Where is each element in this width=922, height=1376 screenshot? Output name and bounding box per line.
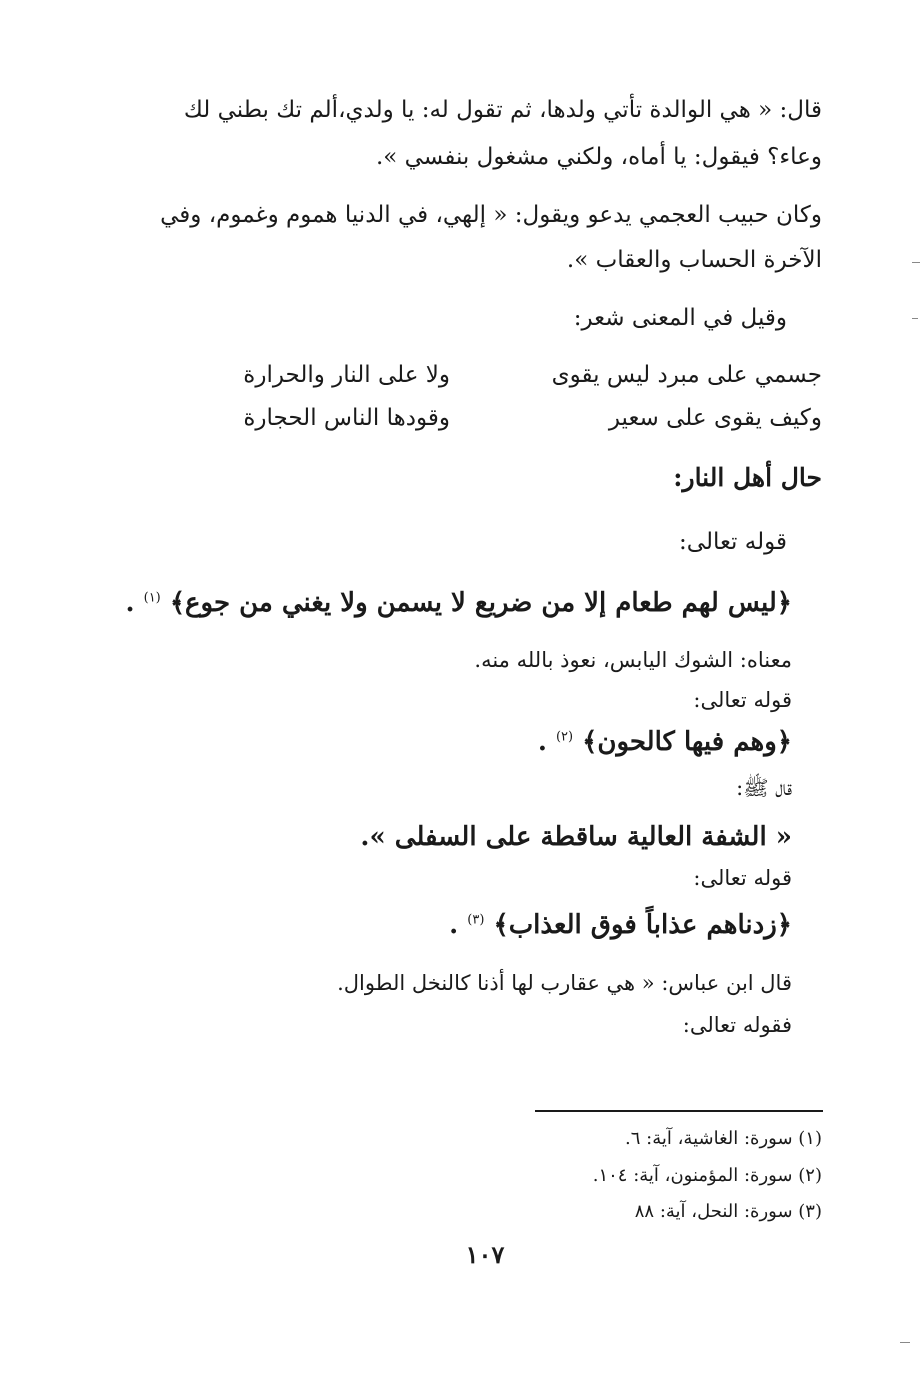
period: . xyxy=(125,588,135,618)
prophet-said: قال ﷺ: xyxy=(736,776,792,800)
footnote-number: (٣) xyxy=(798,1201,822,1222)
verse-intro: قوله تعالى: xyxy=(693,866,792,890)
scan-mark xyxy=(900,1342,910,1343)
footnote xyxy=(593,1165,822,1186)
paragraph-line: وكان حبيب العجمي يدعو ويقول: « إلهي، في الدنيا هموم وغموم، وفي xyxy=(160,202,822,228)
verse-intro: قوله تعالى: xyxy=(693,688,792,712)
verse-text: ﴿وهم فيها كالحون﴾ xyxy=(582,727,792,757)
quran-verse xyxy=(449,910,792,940)
footnote-text: سورة: المؤمنون، آية: ١٠٤. xyxy=(592,1165,793,1186)
ibn-abbas-quote: قال ابن عباس: « هي عقارب لها أذنا كالنخل الطوال. xyxy=(337,971,792,995)
footnote-ref: (٢) xyxy=(555,729,574,745)
footnote-number: (١) xyxy=(798,1128,822,1149)
footnote xyxy=(625,1128,822,1149)
footnote-text: سورة: الغاشية، آية: ٦. xyxy=(625,1128,793,1149)
page-number: ١٠٧ xyxy=(465,1240,505,1269)
scan-mark xyxy=(912,318,918,319)
section-heading: حال أهل النار: xyxy=(673,463,822,492)
footnote-ref: (١) xyxy=(143,590,161,606)
period: . xyxy=(449,910,459,940)
verse-intro: قوله تعالى: xyxy=(679,529,787,555)
footnote-divider xyxy=(535,1110,823,1112)
quran-verse xyxy=(538,727,792,757)
paragraph-line: قال: « هي الوالدة تأتي ولدها، ثم تقول له: يا ولدي،ألم تك بطني لك xyxy=(183,97,822,123)
verse-intro: فقوله تعالى: xyxy=(682,1013,792,1037)
period: . xyxy=(537,727,547,757)
paragraph-line: الآخرة الحساب والعقاب ». xyxy=(566,247,822,273)
meaning-text: معناه: الشوك اليابس، نعوذ بالله منه. xyxy=(474,648,792,672)
verse-text: ﴿زدناهم عذاباً فوق العذاب﴾ xyxy=(493,910,792,940)
poem-intro: وقيل في المعنى شعر: xyxy=(573,305,787,331)
scan-mark xyxy=(912,262,920,263)
poem-hemistich-left: وقودها الناس الحجارة xyxy=(243,405,450,431)
hadith-text: « الشفة العالية ساقطة على السفلى ». xyxy=(360,822,792,852)
poem-hemistich-right: وكيف يقوى على سعير xyxy=(608,405,822,431)
footnote xyxy=(635,1201,822,1222)
quran-verse xyxy=(125,588,792,618)
poem-hemistich-right: جسمي على مبرد ليس يقوى xyxy=(551,362,822,388)
footnote-number: (٢) xyxy=(798,1165,822,1186)
verse-text: ﴿ليس لهم طعام إلا من ضريع لا يسمن ولا يغني من جوع﴾ xyxy=(169,588,792,618)
poem-hemistich-left: ولا على النار والحرارة xyxy=(243,362,450,388)
footnote-ref: (٣) xyxy=(467,912,485,928)
footnote-text: سورة: النحل، آية: ٨٨ xyxy=(634,1201,793,1222)
paragraph-line: وعاء؟ فيقول: يا أماه، ولكني مشغول بنفسي ». xyxy=(375,144,822,170)
